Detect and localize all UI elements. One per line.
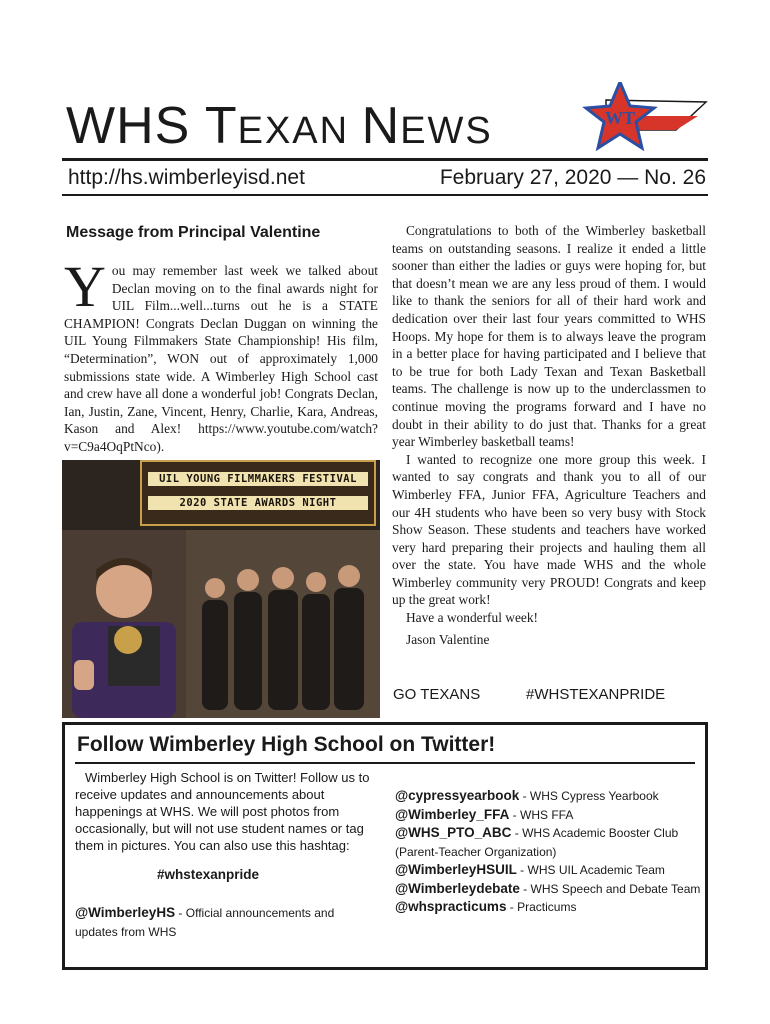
account-desc: - Practicums bbox=[506, 900, 577, 914]
title-letter-t: T bbox=[204, 97, 238, 155]
twitter-intro-text: Wimberley High School is on Twitter! Follow us to receive updates and announcements about happenings at WHS. We will post photos from occasionally, but will not use student names or tag them in pictures. You can also use this hashtag: bbox=[75, 770, 370, 853]
account-desc: - WHS Speech and Debate Team bbox=[519, 881, 701, 896]
title-word-exan: EXAN bbox=[237, 110, 362, 152]
main-account-desc: - Official announcements and updates from WHS bbox=[75, 906, 335, 939]
account-handle[interactable]: @Wimberley_FFA bbox=[395, 806, 510, 822]
twitter-hashtag[interactable]: #whstexanpride bbox=[157, 867, 260, 882]
whs-logo-icon bbox=[566, 82, 716, 156]
list-item bbox=[395, 861, 701, 880]
account-handle[interactable]: @cypressyearbook bbox=[395, 788, 520, 803]
tagline-hashtag: #WHSTEXANPRIDE bbox=[526, 686, 666, 703]
account-handle[interactable]: @WimberleyHSUIL bbox=[395, 862, 517, 877]
basketball-paragraph: Congratulations to both of the Wimberley basketball teams on outstanding seasons. I realize it ended a little sooner than either the ladies or guys were hoping for, but that doesn’t mean we are any less proud of them. I would like to thank the seniors for all of their hard work and dedication over their last four years committed to WHS Hoops. My hope for them is to always leave the program in a better place for having participated and I believe that to be true for both Lady Texan and Texan Basketball teams. The challenge is now up to the underclassmen to continue moving the programs forward and I have no doubt in their ability to do just that. Thanks for a great year Wimberley basketball teams! bbox=[392, 223, 706, 450]
ffa-paragraph: I wanted to recognize one more group this week. I wanted to say congrats and thank you to all of our Wimberley FFA, Junior FFA, Agriculture Teachers and our 4H students who have been so very busy with Stock Show Season. These students and teachers have worked very hard preparing their projects and hauling them all over the state. You have made WHS and the whole Wimberley community very PROUD! Congrats and keep up the great work! bbox=[392, 451, 706, 608]
account-handle[interactable]: @whspracticums bbox=[395, 899, 507, 914]
account-list bbox=[395, 787, 701, 917]
title-word-whs: WHS bbox=[66, 97, 205, 155]
title-letter-n: N bbox=[361, 97, 401, 155]
account-desc: - WHS FFA bbox=[509, 807, 574, 822]
students-photo bbox=[62, 530, 380, 718]
account-desc: - WHS Cypress Yearbook bbox=[519, 789, 659, 803]
masthead-rule-bottom bbox=[62, 194, 708, 196]
list-item bbox=[395, 880, 701, 899]
principal-message-body: ou may remember last week we talked about Declan moving on to the final awards night for UIL Film...well...turns out he is a STATE CHAMPION! Congrats Declan Duggan on winning the UIL Young Filmmakers State Championship! His film, “Determination”, WON out of approximately 1,000 submissions state wide. A Wimberley High School cast and crew have all done a wonderful job! Congrats Declan, Ian, Justin, Zane, Vincent, Henry, Charlie, Kara, Andreas, Kason and Alex! https://www.youtube.com/watch?v=C9a4OqPtNco). bbox=[64, 263, 378, 454]
marquee-line-2: 2020 STATE AWARDS NIGHT bbox=[179, 497, 337, 509]
website-url[interactable]: http://hs.wimberleyisd.net bbox=[68, 166, 305, 189]
twitter-heading: Follow Wimberley High School on Twitter! bbox=[77, 733, 496, 756]
main-account-handle[interactable]: @WimberleyHS bbox=[75, 905, 176, 920]
newsletter-title bbox=[66, 96, 493, 156]
account-desc: - WHS Academic Booster Club (Parent-Teacher Organization) bbox=[395, 826, 679, 859]
principal-message-continued bbox=[392, 222, 706, 648]
account-handle[interactable]: @Wimberleydebate bbox=[395, 880, 520, 896]
list-item bbox=[395, 824, 701, 861]
svg-text:WT: WT bbox=[604, 108, 636, 128]
account-desc: - WHS UIL Academic Team bbox=[516, 863, 665, 877]
account-handle[interactable]: @WHS_PTO_ABC bbox=[395, 825, 512, 840]
twitter-rule bbox=[75, 762, 695, 764]
issue-date: February 27, 2020 — No. 26 bbox=[439, 166, 706, 189]
main-account bbox=[75, 903, 375, 942]
tagline-go-texans: GO TEXANS bbox=[393, 686, 481, 703]
principal-heading: Message from Principal Valentine bbox=[66, 224, 321, 241]
closing-line: Have a wonderful week! bbox=[406, 610, 538, 626]
masthead-rule-top bbox=[62, 158, 708, 161]
marquee-line-1: UIL YOUNG FILMMAKERS FESTIVAL bbox=[159, 473, 357, 485]
list-item bbox=[395, 787, 701, 806]
principal-message bbox=[64, 254, 378, 456]
twitter-intro bbox=[75, 769, 375, 854]
list-item bbox=[395, 806, 701, 825]
festival-marquee bbox=[140, 460, 376, 526]
list-item bbox=[395, 898, 701, 917]
twitter-section bbox=[62, 722, 708, 970]
film-festival-photo bbox=[62, 460, 380, 718]
title-word-ews: EWS bbox=[400, 110, 493, 152]
drop-cap: Y bbox=[64, 254, 106, 319]
signature: Jason Valentine bbox=[406, 631, 490, 647]
